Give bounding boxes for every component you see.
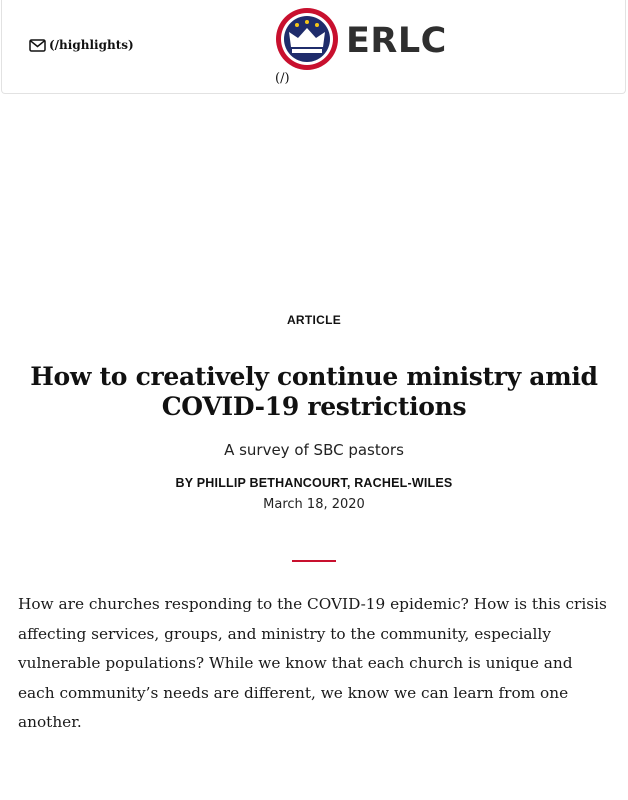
crown-seal-icon <box>275 7 339 75</box>
erlc-logo[interactable] <box>275 7 447 75</box>
site-header <box>1 0 626 94</box>
accent-divider <box>292 560 336 562</box>
article-byline: BY PHILLIP BETHANCOURT, RACHEL-WILES <box>175 476 453 490</box>
article-date: March 18, 2020 <box>263 497 365 512</box>
logo-wordmark: ERLC <box>346 21 447 61</box>
home-link[interactable]: (/) <box>275 71 290 86</box>
article-subtitle: A survey of SBC pastors <box>224 441 404 459</box>
article-body-paragraph: How are churches responding to the COVID-19 epidemic? How is this crisis affecting services, groups, and ministry to the community, especially vulnerable populations? While we know that each church is unique and each community’s needs are different, we know we can learn from one another. <box>18 595 607 731</box>
mail-icon <box>29 39 46 52</box>
highlights-link-text: (/highlights) <box>49 38 134 52</box>
highlights-link[interactable] <box>29 38 134 52</box>
article-title: How to creatively continue ministry amid COVID-19 restrictions <box>30 362 598 421</box>
article-kicker: ARTICLE <box>286 313 342 327</box>
